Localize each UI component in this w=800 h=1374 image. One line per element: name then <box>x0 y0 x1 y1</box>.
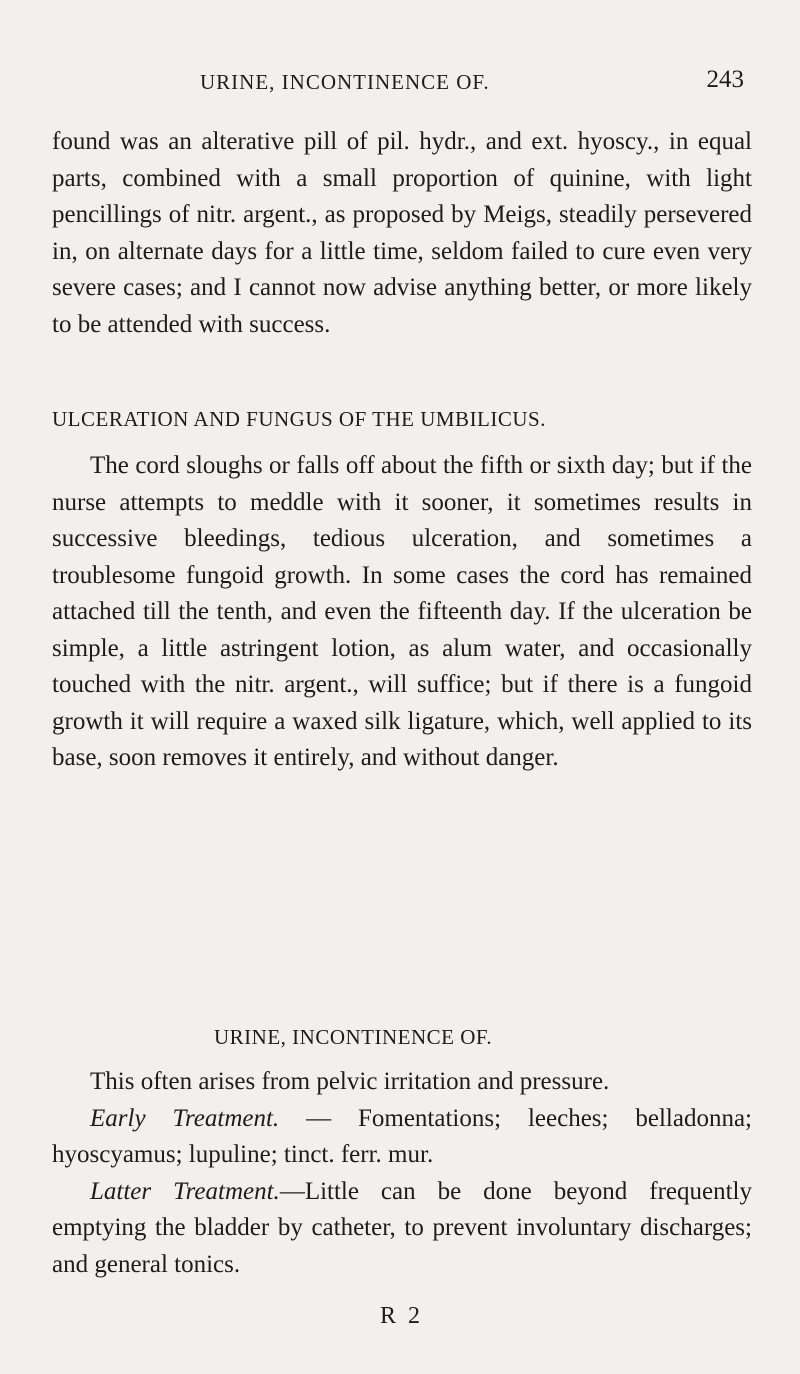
early-treatment-text: — Fomentations; leeches; belladonna; hyoscyamus; lupuline; tinct. ferr. mur. <box>52 1104 752 1168</box>
early-treatment-label: Early Treatment. <box>90 1104 280 1132</box>
paragraph-continuation <box>52 124 752 343</box>
paragraph-umbilicus <box>52 448 752 777</box>
paragraph-text: found was an alterative pill of pil. hydr., and ext. hyoscy., in equal parts, combined with a small proportion of quinine, with light pencillings of nitr. argent., as proposed by Meigs, steadily persevered in, on alternate days for a little time, seldom failed to cure even very severe cases; and I cannot now advise anything better, or more likely to be attended with success. <box>52 128 752 338</box>
section-heading-ulceration: ULCERATION AND FUNGUS OF THE UMBILICUS. <box>52 407 546 431</box>
paragraph-early-treatment <box>52 1101 752 1174</box>
latter-treatment-text: —Little can be done beyond frequently emptying the bladder by catheter, to prevent involuntary discharges; and general tonics. <box>52 1177 752 1278</box>
page-number: 243 <box>706 66 744 93</box>
section-heading-urine: URINE, INCONTINENCE OF. <box>214 1025 493 1049</box>
running-head: URINE, INCONTINENCE OF. <box>200 70 490 94</box>
paragraph-group-urine <box>52 1064 752 1283</box>
latter-treatment-label: Latter Treatment. <box>90 1177 280 1205</box>
paragraph-intro: This often arises from pelvic irritation and pressure. <box>90 1068 610 1095</box>
signature-mark: R 2 <box>380 1303 424 1329</box>
paragraph-text: The cord sloughs or falls off about the fifth or sixth day; but if the nurse attempts to meddle with it sooner, it sometimes results in successive bleedings, tedious ulceration, and sometimes a troublesome fungoid growth. In some cases the cord has remained attached till the tenth, and even the fifteenth day. If the ulceration be simple, a little astringent lotion, as alum water, and occasionally touched with the nitr. argent., will suffice; but if there is a fungoid growth it will require a waxed silk ligature, which, well applied to its base, soon removes it entirely, and without danger. <box>52 452 752 771</box>
paragraph-latter-treatment <box>52 1174 752 1284</box>
